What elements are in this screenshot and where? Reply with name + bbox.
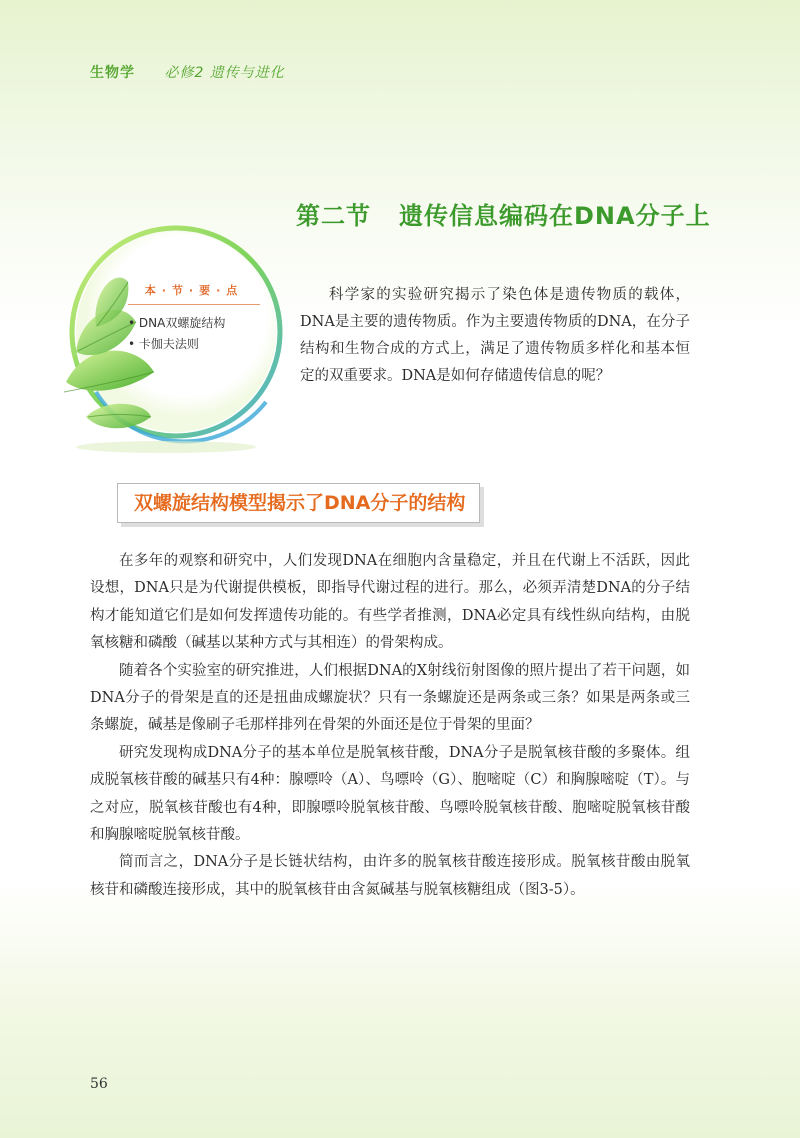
body-text: [90, 548, 690, 904]
section-title-text: 遗传信息编码在DNA分子上: [399, 202, 711, 230]
key-points-box: [128, 282, 260, 355]
key-point-item: • 卡伽夫法则: [128, 334, 260, 355]
intro-paragraph: 科学家的实验研究揭示了染色体是遗传物质的载体，DNA是主要的遗传物质。作为主要遗传物质的DNA，在分子结构和生物合成的方式上，满足了遗传物质多样化和基本恒定的双重要求。DNA是如何存储遗传信息的呢？: [300, 287, 690, 384]
key-points-title: 本·节·要·点: [128, 282, 260, 305]
header-book: 必修2 遗传与进化: [164, 65, 285, 81]
paragraph: 在多年的观察和研究中，人们发现DNA在细胞内含量稳定，并且在代谢上不活跃，因此设想，DNA只是为代谢提供模板，即指导代谢过程的进行。那么，必须弄清楚DNA的分子结构才能知道它们是如何发挥遗传功能的。有些学者推测，DNA必定具有线性纵向结构，由脱氧核糖和磷酸（碱基以某种方式与其相连）的骨架构成。: [90, 553, 690, 652]
paragraph: 研究发现构成DNA分子的基本单位是脱氧核苷酸，DNA分子是脱氧核苷酸的多聚体。组成脱氧核苷酸的碱基只有4种：腺嘌呤（A）、鸟嘌呤（G）、胞嘧啶（C）和胸腺嘧啶（T）。与之对应，脱氧核苷酸也有4种，即腺嘌呤脱氧核苷酸、鸟嘌呤脱氧核苷酸、胞嘧啶脱氧核苷酸和胸腺嘧啶脱氧核苷酸。: [90, 744, 690, 844]
page-number: 56: [90, 1076, 108, 1092]
key-point-item: • DNA双螺旋结构: [128, 313, 260, 334]
section-title: [296, 196, 716, 231]
header-subject: 生物学: [90, 65, 135, 81]
section-number: 第二节: [296, 202, 371, 230]
subheading: 双螺旋结构模型揭示了DNA分子的结构: [117, 483, 480, 523]
paragraph: 简而言之，DNA分子是长链状结构，由许多的脱氧核苷酸连接形成。脱氧核苷酸由脱氧核苷和磷酸连接形成，其中的脱氧核苷由含氮碱基与脱氧核糖组成（图3-5）。: [90, 854, 690, 898]
paragraph: 随着各个实验室的研究推进，人们根据DNA的X射线衍射图像的照片提出了若干问题，如DNA分子的骨架是直的还是扭曲成螺旋状？只有一条螺旋还是两条或三条？如果是两条或三条螺旋，碱基是像刷子毛那样排列在骨架的外面还是位于骨架的里面？: [90, 662, 690, 734]
running-header: [90, 62, 285, 82]
